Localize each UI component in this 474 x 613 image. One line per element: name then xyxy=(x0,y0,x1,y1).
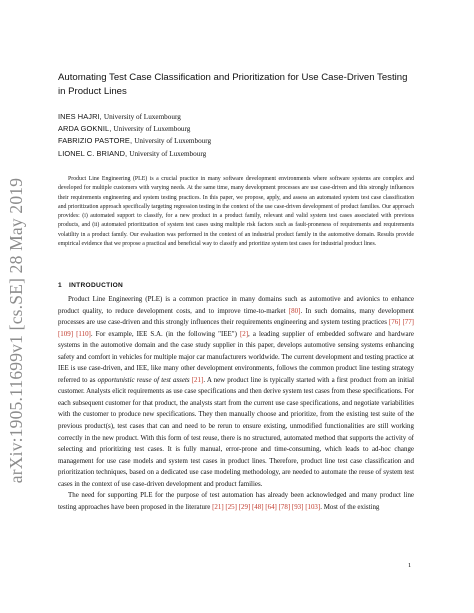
author-list xyxy=(58,111,414,160)
citation-link[interactable]: [2] xyxy=(239,329,249,338)
author-name: FABRIZIO PASTORE, xyxy=(58,136,133,146)
body-text-run: . For example, IEE S.A. (in the following "IEE") xyxy=(90,329,240,338)
paper-title: Automating Test Case Classification and Prioritization for Use Case-Driven Testing in Product Lines xyxy=(58,72,408,97)
citation-link[interactable]: [93] xyxy=(291,502,304,511)
citation-link[interactable]: [103] xyxy=(305,502,321,511)
body-text-run: . A new product line is typically started with a first product from an initial customer. Analysts elicit requirements as use case specifications and then derive system test cases from these specifications. For each subsequent customer for that product, the analysts start from the current use case specifications, and negotiate variabilities with the customer to produce new specifications. They then manually choose and prioritize, from the existing test suite of the previous product(s), test cases that can and need to be rerun to ensure existing, unmodified functionalities are still working correctly in the new product. With this form of test reuse, there is no structured, automated method that supports the activity of selecting and prioritizing test cases. It is fully manual, error-prone and time-consuming, which leads to ad-hoc change management for use case models and system test cases in product lines. Therefore, product line test case classification and prioritization techniques, based on a dedicated use case modeling methodology, are needed to automate the reuse of system test cases in the context of use case-driven development and product families. xyxy=(58,375,415,488)
section-number: 1 xyxy=(58,282,62,289)
author-entry xyxy=(58,135,414,147)
page-number: 1 xyxy=(408,562,412,569)
citation-link[interactable]: [80] xyxy=(288,306,301,315)
citation-link[interactable]: [78] xyxy=(278,502,291,511)
author-name: LIONEL C. BRIAND, xyxy=(58,148,128,158)
section-heading xyxy=(58,282,123,289)
author-affiliation: University of Luxembourg xyxy=(134,137,212,146)
emphasized-term: opportunistic reuse of test assets xyxy=(97,375,190,384)
author-name: INES HAJRI, xyxy=(58,112,102,121)
body-text-run: The need for supporting PLE for the purpose of test automation has already been acknowledged and many product line testing approaches have been proposed in the literature xyxy=(58,491,414,511)
arxiv-identifier-text: arXiv:1905.11699v1 [cs.SE] 28 May 2019 xyxy=(6,177,27,483)
abstract-text: Product Line Engineering (PLE) is a crucial practice in many software development environments where software systems are complex and developed for multiple customers with varying needs. At the same time, many development processes are use case-driven and this strongly influences their requirements engineering and system testing practices. In this paper, we propose, apply, and assess an automated system test case classification and prioritization approach specifically targeting regression testing in the context of the use case-driven development of product families. Our approach provides: (i) automated support to classify, for a new product in a product family, relevant and valid system test cases associated with previous products, and (ii) automated prioritization of system test cases using multiple risk factors such as fault-proneness of requirements and requirements volatility in a product family. Our evaluation was performed in the context of an industrial product family in the automotive domain. Results provide empirical evidence that we propose a practical and beneficial way to classify and prioritize system test cases for industrial product lines. xyxy=(58,176,414,248)
author-entry xyxy=(58,148,414,160)
author-affiliation: University of Luxembourg xyxy=(103,113,181,121)
author-name: ARDA GOKNIL, xyxy=(58,124,112,134)
citation-link[interactable]: [110] xyxy=(76,329,91,338)
body-text-run: . Most of the existing xyxy=(320,502,380,511)
body-text-run: Product Line Engineering (PLE) is a common practice in many domains such as automotive and avionics to enhance product quality, to reduce development costs, and to improve time-to-market xyxy=(58,295,414,315)
citation-link[interactable]: [48] xyxy=(252,502,264,511)
body-paragraph xyxy=(58,294,414,490)
citation-link[interactable]: [25] xyxy=(225,502,237,511)
citation-link[interactable]: [109] xyxy=(58,329,74,338)
section-title: INTRODUCTION xyxy=(68,282,124,289)
body-text-run: . In such domains, many development processes are use case-driven and this strongly influences their requirements engineering and system testing practices xyxy=(58,306,414,327)
citation-link[interactable]: [21] xyxy=(212,502,224,511)
body-paragraph xyxy=(58,490,414,513)
arxiv-identifier-stamp xyxy=(6,150,28,510)
author-affiliation: University of Luxembourg xyxy=(129,149,207,158)
body-text-run: , a leading supplier of embedded software and hardware systems in the automotive domain and the case study supplier in this paper, develops automotive sensing systems enhancing safety and comfort in vehicles for multiple major car manufacturers worldwide. The current development and testing practice at IEE is use case-driven, and IEE, like many other development environments, follows the common product line testing strategy referred to as xyxy=(58,329,414,384)
citation-link[interactable]: [64] xyxy=(265,502,277,511)
introduction-body xyxy=(58,294,414,513)
author-entry xyxy=(58,111,414,123)
author-entry xyxy=(58,123,414,135)
abstract xyxy=(58,175,414,249)
citation-link[interactable]: [21] xyxy=(191,375,204,384)
author-affiliation: University of Luxembourg xyxy=(113,125,191,134)
citation-link[interactable]: [29] xyxy=(238,502,251,511)
citation-link[interactable]: [76] xyxy=(388,318,401,327)
citation-link[interactable]: [77] xyxy=(402,318,414,327)
